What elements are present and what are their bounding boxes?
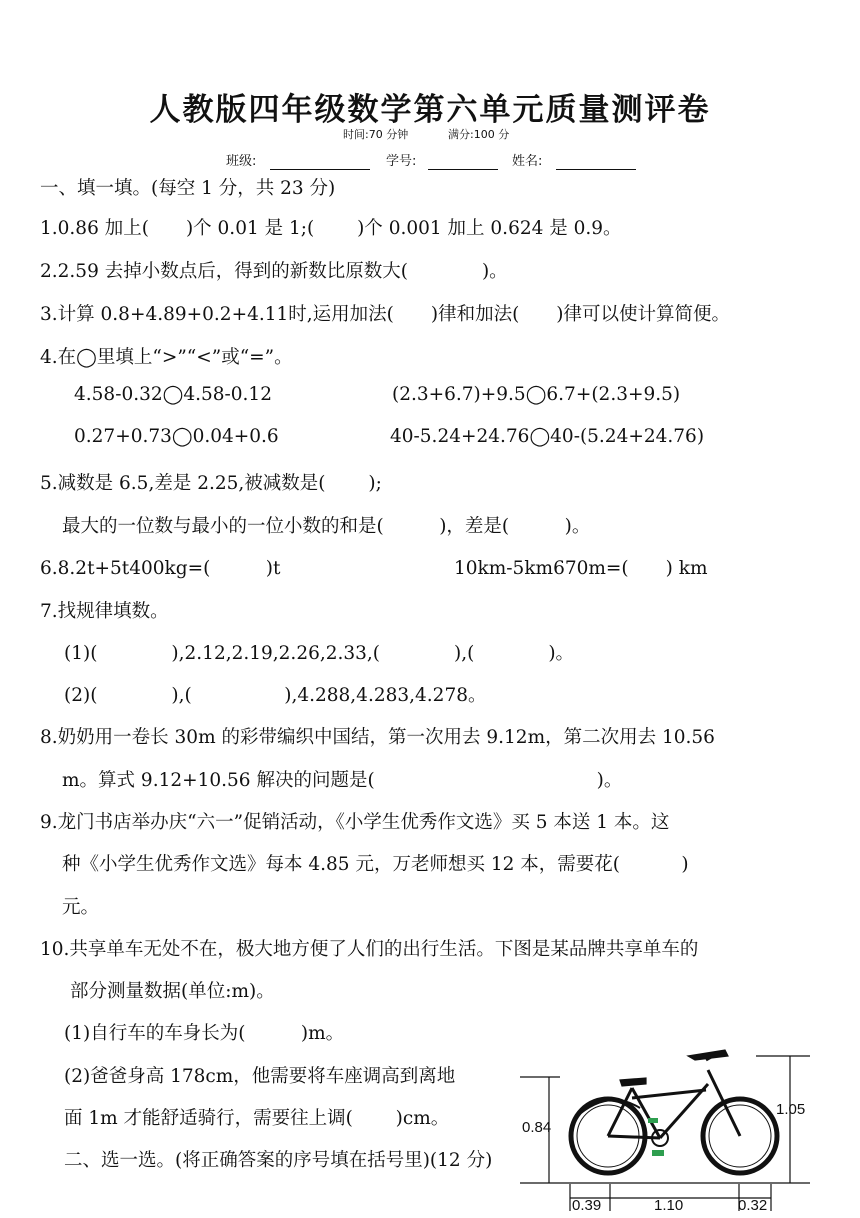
- rear-length-label: 0.39: [572, 1197, 602, 1211]
- question-3: 3.计算 0.8+4.89+0.2+4.11时,运用加法( )律和加法( )律可以使计算简便。: [40, 304, 731, 325]
- page-title: 人教版四年级数学第六单元质量测评卷: [149, 92, 711, 128]
- question-5-cont: 最大的一位数与最小的一位小数的和是( )，差是( )。: [62, 516, 591, 537]
- question-2: 2.2.59 去掉小数点后，得到的新数比原数大( )。: [40, 261, 508, 282]
- question-10-2: (2)爸爸身高 178cm，他需要将车座调高到离地: [64, 1066, 456, 1087]
- question-4-b: (2.3+6.7)+9.5◯6.7+(2.3+9.5): [392, 384, 681, 405]
- name-label: 姓名:: [512, 154, 543, 169]
- question-7: 7.找规律填数。: [40, 601, 169, 622]
- class-label: 班级:: [226, 154, 257, 169]
- question-1: 1.0.86 加上( )个 0.01 是 1;( )个 0.001 加上 0.624 是 0.9。: [40, 218, 622, 239]
- question-7-2: (2)( ),( ),4.288,4.283,4.278。: [64, 685, 487, 706]
- question-10-1: (1)自行车的车身长为( )m。: [64, 1023, 345, 1044]
- question-4-c: 0.27+0.73◯0.04+0.6: [74, 426, 279, 447]
- question-8: 8.奶奶用一卷长 30m 的彩带编织中国结，第一次用去 9.12m，第二次用去 10.56: [40, 727, 715, 748]
- question-8-cont: m。算式 9.12+10.56 解决的问题是( )。: [62, 770, 623, 791]
- id-label: 学号:: [386, 154, 417, 169]
- section-2-heading: 二、选一选。(将正确答案的序号填在括号里)(12 分): [64, 1150, 493, 1171]
- question-10-2-cont: 面 1m 才能舒适骑行，需要往上调( )cm。: [64, 1108, 450, 1129]
- question-6-a: 6.8.2t+5t400kg=( )t: [40, 558, 281, 579]
- question-7-1: (1)( ),2.12,2.19,2.26,2.33,( ),( )。: [64, 643, 575, 664]
- bicycle-figure: [520, 1046, 820, 1211]
- time-info: 时间:70 分钟: [343, 128, 409, 141]
- seat-height-label: 0.84: [522, 1119, 552, 1136]
- section-1-heading: 一、填一填。(每空 1 分，共 23 分): [40, 178, 336, 199]
- question-10-cont: 部分测量数据(单位:m)。: [70, 981, 275, 1002]
- question-10: 10.共享单车无处不在，极大地方便了人们的出行生活。下图是某品牌共享单车的: [40, 939, 699, 960]
- front-length-label: 0.32: [738, 1197, 768, 1211]
- question-9-cont: 种《小学生优秀作文选》每本 4.85 元，万老师想买 12 本，需要花( ): [62, 854, 689, 875]
- question-4: 4.在◯里填上“>”“<”或“=”。: [40, 347, 293, 368]
- total-height-label: 1.05: [776, 1101, 806, 1118]
- question-4-d: 40-5.24+24.76◯40-(5.24+24.76): [390, 426, 705, 447]
- question-9-end: 元。: [62, 897, 100, 918]
- question-6-b: 10km-5km670m=( ) km: [454, 558, 708, 579]
- question-4-a: 4.58-0.32◯4.58-0.12: [74, 384, 272, 405]
- name-blank[interactable]: [556, 151, 636, 170]
- question-5: 5.减数是 6.5,差是 2.25,被减数是( );: [40, 473, 382, 494]
- id-blank[interactable]: [428, 151, 498, 170]
- score-info: 满分:100 分: [448, 128, 510, 141]
- question-9: 9.龙门书店举办庆“六一”促销活动，《小学生优秀作文选》买 5 本送 1 本。这: [40, 812, 670, 833]
- middle-length-label: 1.10: [654, 1197, 684, 1211]
- class-blank[interactable]: [270, 151, 370, 170]
